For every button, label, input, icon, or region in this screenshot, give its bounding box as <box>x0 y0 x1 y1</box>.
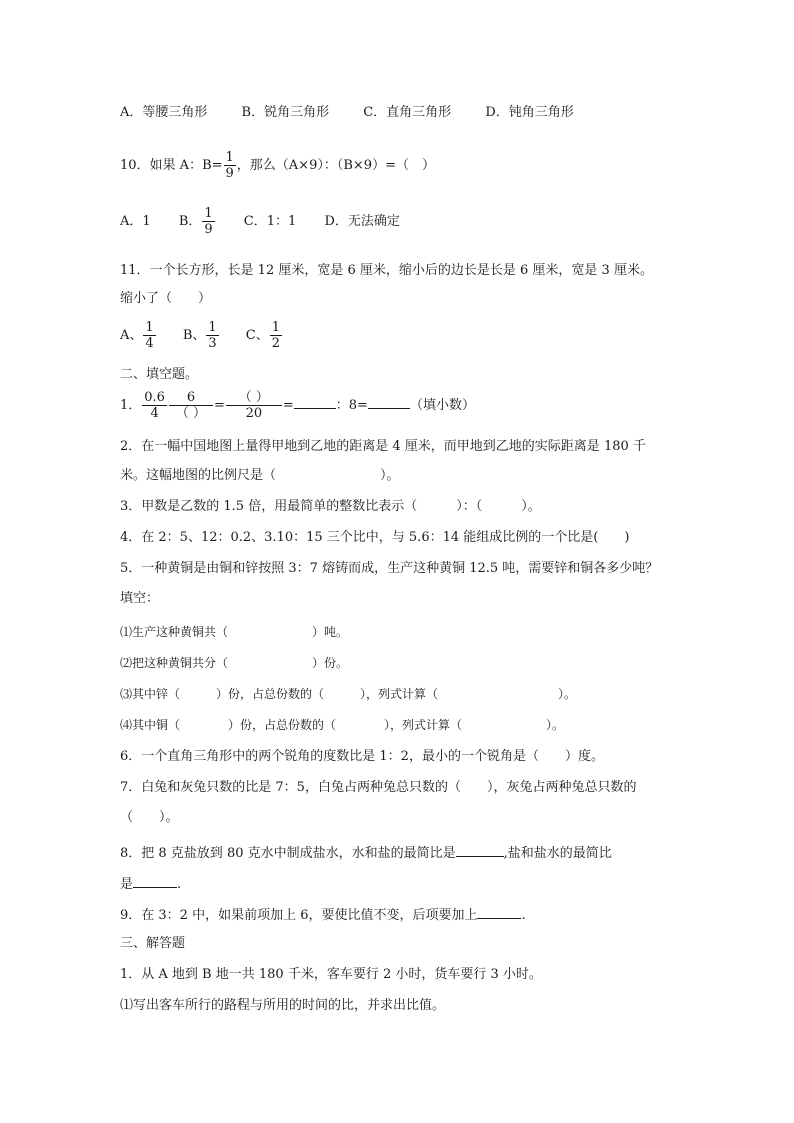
fill1-blank-1[interactable] <box>294 394 336 409</box>
fill1-fraction-2: $\frac{6}{( )}$ <box>169 390 213 421</box>
fill-8-line1: 8．把 8 克盐放到 80 克水中制成盐水，水和盐的最简比是 ,盐和盐水的最简比 <box>120 842 612 863</box>
fill-2-line2: 米。这幅地图的比例尺是（ ）。 <box>120 468 400 483</box>
q10-option-d: D．无法确定 <box>324 214 400 229</box>
fill9-blank[interactable] <box>477 904 521 919</box>
q10-question: 10．如果 A：B= $\frac{1}{9}$ ，那么（A×9）：（B×9）=（ ） <box>120 150 435 181</box>
fill-8-line2: 是 . <box>120 873 181 894</box>
fill8-blank-1[interactable] <box>456 842 504 857</box>
q11-option-b: B、 $\frac{1}{3}$ <box>182 320 217 351</box>
fill-4: 4．在 2：5、12：0.2、3.10：15 三个比中，与 5.6：14 能组成比例的一个比是( ) <box>120 530 630 545</box>
section-3-title: 三、解答题 <box>120 936 186 951</box>
q11-line2: 缩小了（ ） <box>120 291 212 306</box>
q9-option-c: C．直角三角形 <box>363 105 452 120</box>
solve-1-line2: ⑴写出客车所行的路程与所用的时间的比，并求出比值。 <box>120 998 446 1013</box>
q10-fraction: $\frac{1}{9}$ <box>225 150 234 181</box>
q10-option-b: B． $\frac{1}{9}$ <box>178 206 213 237</box>
fill-5-sub2: ⑵把这种黄铜共分（ ）份。 <box>120 656 349 670</box>
fill-6: 6．一个直角三角形中的两个锐角的度数比是 1：2，最小的一个锐角是（ ）度。 <box>120 749 604 764</box>
q10-options <box>120 206 400 237</box>
q9-option-b: B．锐角三角形 <box>241 105 330 120</box>
fill1-blank-2[interactable] <box>368 394 410 409</box>
fill-5-sub3: ⑶其中锌（ ）份，占总份数的（ ），列式计算（ ）。 <box>120 687 577 701</box>
fill-1: 1． $\frac{0.6}{4}$ $\frac{6}{( )}$ = $\frac{( )}{20}$ = ：8= （填小数） <box>120 390 475 421</box>
fill1-fraction-3: $\frac{( )}{20}$ <box>226 390 282 421</box>
q10-option-a: A．1 <box>120 214 151 229</box>
fill1-fraction-1: $\frac{0.6}{4}$ <box>144 390 165 421</box>
fill-2-line1: 2．在一幅中国地图上量得甲地到乙地的距离是 4 厘米，而甲地到乙地的实际距离是 180 千 <box>120 439 646 454</box>
fill-5-sub1: ⑴生产这种黄铜共（ ）吨。 <box>120 625 349 639</box>
fill-5-sub4: ⑷其中铜（ ）份，占总份数的（ ），列式计算（ ）。 <box>120 718 565 732</box>
fill-5-line2: 填空： <box>120 591 160 606</box>
solve-1-line1: 1．从 A 地到 B 地一共 180 千米，客车要行 2 小时，货车要行 3 小时。 <box>120 967 542 982</box>
q9-options <box>120 104 574 122</box>
q9-option-a: A．等腰三角形 <box>120 105 208 120</box>
section-2-title: 二、填空题。 <box>120 367 199 382</box>
q9-option-d: D．钝角三角形 <box>485 105 574 120</box>
fill-5-line1: 5．一种黄铜是由铜和锌按照 3：7 熔铸而成，生产这种黄铜 12.5 吨，需要锌和铜各多少吨？ <box>120 561 659 576</box>
fill-3: 3．甲数是乙数的 1.5 倍，用最简单的整数比表示（ ）：（ ）。 <box>120 499 541 514</box>
q11-line1: 11．一个长方形，长是 12 厘米，宽是 6 厘米，缩小后的边长是长是 6 厘米，宽是 3 厘米。 <box>120 263 653 278</box>
fill-7-line2: （ ）。 <box>120 810 179 825</box>
fill-7-line1: 7．白兔和灰兔只数的比是 7：5，白兔占两种兔总只数的（ ），灰兔占两种兔总只数的 <box>120 780 637 795</box>
q11-options <box>120 320 283 351</box>
q11-option-a: A、 $\frac{1}{4}$ <box>120 320 154 351</box>
fill-9: 9．在 3：2 中，如果前项加上 6，要使比值不变，后项要加上 . <box>120 904 526 925</box>
fill8-blank-2[interactable] <box>133 873 177 888</box>
q10-option-c: C．1：1 <box>243 214 297 229</box>
q11-option-c: C、 $\frac{1}{2}$ <box>245 320 281 351</box>
